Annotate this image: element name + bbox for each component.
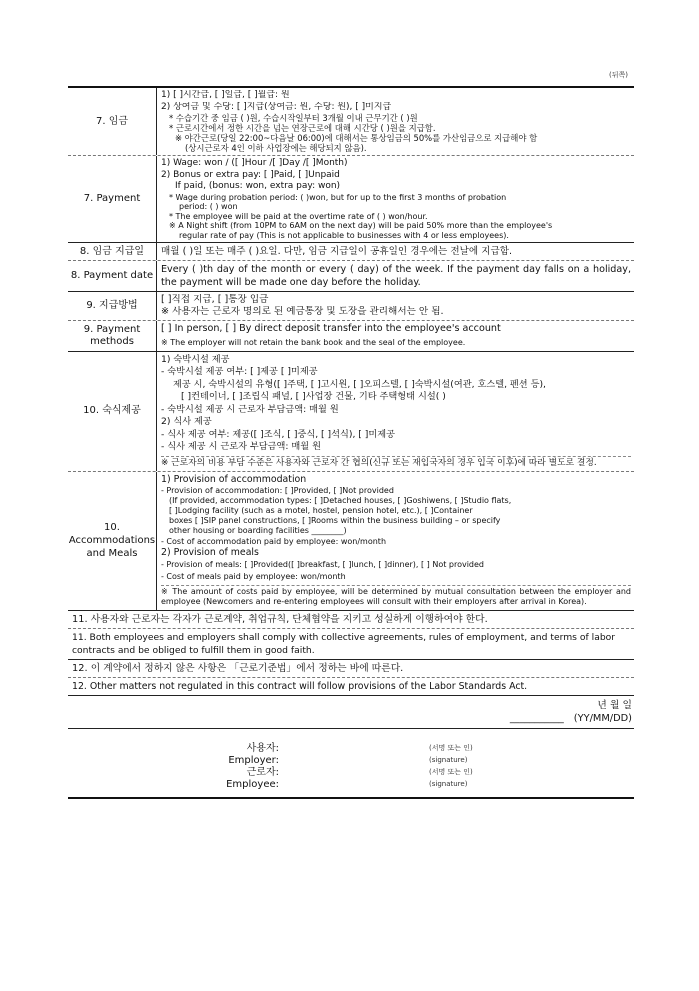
wages-kr-line: 1) [ ]시간급, [ ]일급, [ ]월급: 원 — [161, 90, 290, 100]
wages-kr-line: * 수습기간 중 임금 ( )원, 수습시작일부터 3개월 이내 근무기간 ( )원 — [169, 113, 418, 123]
wages-en-content — [156, 156, 634, 242]
date-blank: ___________ — [509, 712, 564, 724]
wages-en-line: 2) Bonus or extra pay: [ ]Paid, [ ]Unpaid — [161, 169, 340, 180]
lodging-en-line: - Cost of accommodation paid by employee: won/month — [161, 537, 387, 546]
lodging-en-label: 10. Accommodations and Meals — [68, 522, 156, 559]
lodging-kr-line: 2) 식사 제공 — [161, 416, 212, 427]
payday-en-content — [156, 261, 634, 291]
clause-12-kr: 12. 이 계약에서 정하지 않은 사항은 「근로기준법」에서 정하는 바에 따른다. — [72, 662, 404, 674]
clause-11-en-row — [68, 629, 634, 660]
wages-en-line: regular rate of pay (This is not applicable to businesses with 4 or less employees). — [179, 230, 509, 240]
clause-11-kr: 11. 사용자와 근로자는 각자가 근로계약, 취업규칙, 단체협약을 지키고 성실하게 이행하여야 한다. — [72, 613, 488, 625]
payday-kr-label: 8. 임금 지급일 — [79, 245, 145, 257]
signature-block — [68, 729, 634, 799]
lodging-kr-line: - 식사 제공 여부: 제공([ ]조식, [ ]중식, [ ]석식), [ ]미제공 — [161, 428, 396, 440]
lodging-en-line: 2) Provision of meals — [161, 547, 259, 558]
signature-field[interactable]: (signature) — [429, 779, 468, 788]
lodging-kr-line: 1) 숙박시설 제공 — [161, 353, 230, 365]
lodging-kr-line: [ ]컨테이너, [ ]조립식 패널, [ ]사업장 건물, 기타 주택형태 시설( ) — [181, 391, 446, 402]
signature-field[interactable]: (서명 또는 인) — [429, 743, 473, 752]
method-en-row — [68, 321, 634, 352]
wages-en-line: If paid, (bonus: won, extra pay: won) — [175, 181, 341, 191]
wages-kr-content — [156, 88, 634, 155]
lodging-en-line: boxes [ ]SIP panel constructions, [ ]Rooms within the business building – or specify — [169, 516, 501, 525]
clause-11-en: 11. Both employees and employers shall comply with collective agreements, rules of employment, and terms of labor contracts and be obliged to fulfill them in good faith. — [72, 631, 616, 656]
signatory-label: Employer: — [228, 754, 279, 766]
lodging-kr-content — [156, 352, 634, 471]
signature-row — [68, 779, 634, 791]
date-line — [510, 712, 632, 725]
signature-row — [68, 743, 634, 755]
lodging-en-line: other housing or boarding facilities ________) — [169, 526, 347, 535]
date-format: (YY/MM/DD) — [573, 712, 632, 724]
lodging-en-line: 1) Provision of accommodation — [161, 473, 307, 485]
wages-kr-label: 7. 임금 — [95, 115, 129, 127]
page-side-tag: (뒤쪽) — [609, 71, 628, 79]
lodging-kr-row — [68, 352, 634, 472]
lodging-en-line: - Cost of meals paid by employee: won/month — [161, 571, 346, 581]
wages-kr-line: 2) 상여금 및 수당: [ ]지급(상여금: 원, 수당: 원), [ ]미지급 — [161, 101, 392, 112]
method-kr-label: 9. 지급방법 — [86, 300, 138, 311]
lodging-en-line: - Provision of accommodation: [ ]Provided, [ ]Not provided — [161, 486, 394, 495]
wages-kr-line: * 근로시간에서 정한 시간을 넘는 연장근로에 대해 시간당 ( )원을 지급함. — [169, 123, 436, 133]
lodging-kr-line: 제공 시, 숙박시설의 유형([ ]주택, [ ]고시원, [ ]오피스텔, [ ]숙박시설(여관, 호스텔, 펜션 등), — [173, 378, 546, 390]
signature-field[interactable]: (signature) — [429, 755, 468, 764]
payday-kr-row — [68, 243, 634, 261]
wages-en-line: * The employee will be paid at the overtime rate of ( ) won/hour. — [169, 211, 428, 221]
wages-kr-line: ※ 야간근로(당일 22:00~다음날 06:00)에 대해서는 통상임금의 50%를 가산임금으로 지급해야 함 — [175, 133, 538, 143]
lodging-kr-line: - 숙박시설 제공 시 근로자 부담금액: 매월 원 — [161, 403, 339, 415]
lodging-en-row — [68, 472, 634, 611]
method-en-label: 9. Payment methods — [83, 323, 141, 347]
lodging-en-content — [156, 472, 634, 610]
payday-en-label: 8. Payment date — [70, 270, 154, 281]
wages-en-line: 1) Wage: won / ([ ]Hour /[ ]Day /[ ]Month) — [161, 158, 348, 168]
wages-kr-row — [68, 86, 634, 156]
payday-kr-content — [156, 243, 634, 260]
method-kr-row — [68, 292, 634, 321]
signatory-label: 근로자: — [246, 766, 279, 778]
payday-en-row — [68, 261, 634, 292]
signature-field[interactable]: (서명 또는 인) — [429, 767, 473, 776]
wages-en-label: 7. Payment — [83, 193, 141, 204]
lodging-kr-line: - 숙박시설 제공 여부: [ ]제공 [ ]미제공 — [161, 366, 318, 377]
lodging-kr-label: 10. 숙식제공 — [83, 405, 141, 416]
signatory-label: Employee: — [226, 778, 279, 790]
contract-document — [68, 86, 634, 799]
lodging-en-line: (If provided, accommodation types: [ ]Detached houses, [ ]Goshiwens, [ ]Studio flats, — [169, 496, 512, 505]
signature-row — [68, 755, 634, 767]
contract-date — [68, 696, 634, 729]
date-kr-label: 년 월 일 — [597, 699, 632, 711]
wages-en-line: * Wage during probation period: ( )won, but for up to the first 3 months of probation — [169, 192, 507, 202]
method-en-line: ※ The employer will not retain the bank book and the seal of the employee. — [161, 337, 466, 347]
payday-en-text: Every ( )th day of the month or every ( day) of the week. If the payment day falls on a holiday, the payment will be made one day before the holiday. — [161, 264, 631, 288]
payday-kr-text: 매월 ( )일 또는 매주 ( )요일. 다만, 임금 지급일이 공휴일인 경우에는 전날에 지급함. — [161, 246, 513, 257]
wages-en-line: ※ A Night shift (from 10PM to 6AM on the next day) will be paid 50% more than the employee's — [169, 221, 553, 230]
method-kr-line: ※ 사용자는 근로자 명의로 된 예금통장 및 도장을 관리해서는 안 됨. — [161, 306, 444, 317]
wages-en-row — [68, 156, 634, 243]
lodging-en-note: ※ The amount of costs paid by employee, will be determined by mutual consultation between the employer and employee (Newcomers and re-entering employees will consult with their employers after arrival in Korea). — [161, 586, 631, 606]
clause-12-en: 12. Other matters not regulated in this contract will follow provisions of the Labor Standards Act. — [72, 680, 528, 692]
method-en-line: [ ] In person, [ ] By direct deposit transfer into the employee's account — [161, 323, 501, 334]
lodging-kr-note: ※ 근로자의 비용 부담 수준은 사용자와 근로자 간 협의(신규 또는 재입국자의 경우 입국 이후)에 따라 별도로 결정. — [161, 456, 631, 469]
clause-12-en-row — [68, 678, 634, 696]
method-kr-content — [156, 292, 634, 320]
clause-12-kr-row — [68, 660, 634, 678]
method-kr-line: [ ]직접 지급, [ ]통장 입금 — [161, 294, 269, 305]
signature-row — [68, 767, 634, 779]
method-en-content — [156, 321, 634, 351]
lodging-en-line: - Provision of meals: [ ]Provided([ ]breakfast, [ ]lunch, [ ]dinner), [ ] Not provided — [161, 559, 485, 569]
wages-kr-line: (상시근로자 4인 이하 사업장에는 해당되지 않음). — [185, 143, 367, 153]
lodging-en-line: [ ]Lodging facility (such as a motel, hostel, pension hotel, etc.), [ ]Container — [169, 506, 473, 515]
lodging-kr-line: - 식사 제공 시 근로자 부담금액: 매월 원 — [161, 441, 321, 452]
signatory-label: 사용자: — [246, 742, 279, 754]
clause-11-kr-row — [68, 611, 634, 629]
wages-en-line: period: ( ) won — [179, 202, 238, 211]
